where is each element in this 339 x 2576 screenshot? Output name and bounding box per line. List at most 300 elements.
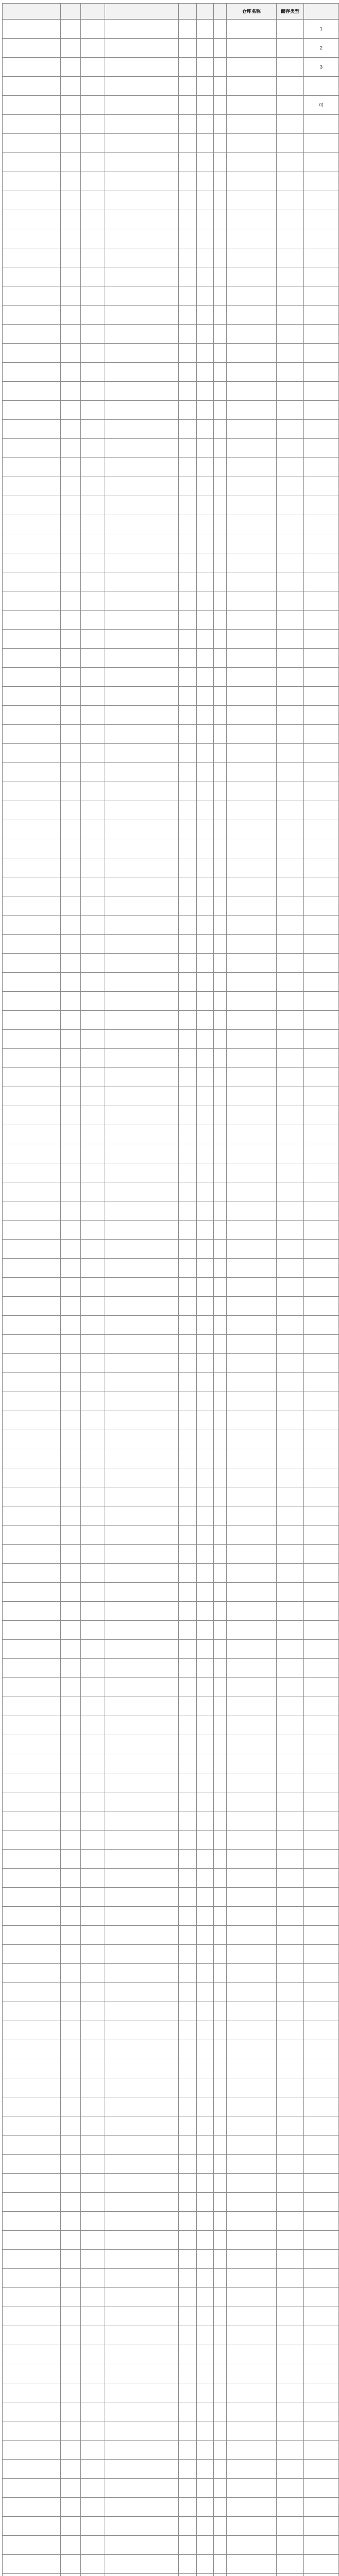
origin-cell	[61, 1144, 81, 1163]
spec-cell	[105, 1964, 179, 1983]
batch-id-cell	[3, 325, 61, 344]
table-row	[3, 1011, 339, 1030]
metric-a-cell	[179, 77, 197, 96]
metric-a-cell	[179, 344, 197, 363]
storage-type-cell	[277, 20, 304, 39]
warehouse-cell	[227, 153, 277, 172]
warehouse-cell	[227, 1716, 277, 1735]
warehouse-cell	[227, 1487, 277, 1506]
metric-b-cell	[197, 1926, 214, 1945]
spec-cell	[105, 439, 179, 458]
batch-id-cell	[3, 1773, 61, 1792]
origin-cell	[61, 58, 81, 77]
spec-cell	[105, 1735, 179, 1754]
origin-cell	[61, 325, 81, 344]
flag-cell	[214, 954, 227, 973]
storage-type-cell	[277, 858, 304, 877]
origin-cell	[61, 2116, 81, 2136]
metric-a-cell	[179, 839, 197, 858]
batch-id-cell	[3, 954, 61, 973]
spec-cell	[105, 477, 179, 496]
table-row	[3, 1335, 339, 1354]
metric-a-cell	[179, 2517, 197, 2536]
origin-cell	[61, 820, 81, 839]
flag-cell	[214, 420, 227, 439]
table-row	[3, 534, 339, 553]
flag-cell	[214, 153, 227, 172]
batch-id-cell	[3, 2460, 61, 2479]
metric-a-cell	[179, 1297, 197, 1316]
warehouse-cell	[227, 2193, 277, 2212]
metric-b-cell	[197, 1697, 214, 1716]
batch-id-cell	[3, 1754, 61, 1773]
metric-b-cell	[197, 439, 214, 458]
table-row	[3, 1068, 339, 1087]
flag-cell	[214, 2116, 227, 2136]
flag-cell	[214, 2383, 227, 2402]
spec-cell	[105, 1316, 179, 1335]
storage-type-cell	[277, 229, 304, 248]
origin-cell	[61, 2040, 81, 2059]
quantity-cell	[81, 2136, 105, 2155]
status-cell	[304, 839, 339, 858]
metric-a-cell	[179, 58, 197, 77]
warehouse-cell	[227, 2536, 277, 2555]
warehouse-cell	[227, 1011, 277, 1030]
batch-id-cell	[3, 1316, 61, 1335]
spec-cell	[105, 2574, 179, 2576]
metric-a-cell	[179, 1106, 197, 1125]
table-row	[3, 1697, 339, 1716]
storage-type-cell	[277, 611, 304, 630]
flag-cell	[214, 1373, 227, 1392]
batch-id-cell	[3, 420, 61, 439]
quantity-cell	[81, 58, 105, 77]
metric-a-cell	[179, 1049, 197, 1068]
warehouse-cell	[227, 1411, 277, 1430]
flag-cell	[214, 2402, 227, 2421]
metric-a-cell	[179, 382, 197, 401]
metric-a-cell	[179, 649, 197, 668]
metric-a-cell	[179, 286, 197, 306]
batch-id-cell	[3, 153, 61, 172]
batch-id-cell	[3, 2040, 61, 2059]
spec-cell	[105, 153, 179, 172]
metric-b-cell	[197, 115, 214, 134]
spec-cell	[105, 1144, 179, 1163]
metric-b-cell	[197, 992, 214, 1011]
metric-b-cell	[197, 1831, 214, 1850]
batch-id-cell	[3, 2002, 61, 2021]
metric-a-cell	[179, 801, 197, 820]
flag-cell	[214, 1201, 227, 1221]
storage-type-cell	[277, 763, 304, 782]
warehouse-cell	[227, 1259, 277, 1278]
origin-cell	[61, 306, 81, 325]
metric-a-cell	[179, 2326, 197, 2345]
spec-cell	[105, 1354, 179, 1373]
status-cell	[304, 801, 339, 820]
batch-id-cell	[3, 2155, 61, 2174]
metric-b-cell	[197, 1087, 214, 1106]
flag-cell	[214, 1602, 227, 1621]
metric-a-cell	[179, 248, 197, 267]
metric-b-cell	[197, 1468, 214, 1487]
batch-id-cell	[3, 382, 61, 401]
quantity-cell	[81, 1011, 105, 1030]
flag-cell	[214, 77, 227, 96]
origin-cell	[61, 1182, 81, 1201]
spec-cell	[105, 877, 179, 896]
metric-a-cell	[179, 572, 197, 591]
origin-cell	[61, 1335, 81, 1354]
spec-cell	[105, 2288, 179, 2307]
spec-cell	[105, 534, 179, 553]
origin-cell	[61, 858, 81, 877]
metric-a-cell	[179, 2402, 197, 2421]
quantity-cell	[81, 591, 105, 611]
status-cell	[304, 553, 339, 572]
warehouse-cell	[227, 1030, 277, 1049]
metric-b-cell	[197, 1354, 214, 1373]
metric-b-cell	[197, 2307, 214, 2326]
status-cell	[304, 1430, 339, 1449]
origin-cell	[61, 1506, 81, 1526]
origin-cell	[61, 2364, 81, 2383]
status-cell	[304, 1888, 339, 1907]
warehouse-cell	[227, 916, 277, 935]
storage-type-cell	[277, 1049, 304, 1068]
batch-id-cell	[3, 896, 61, 916]
table-row	[3, 1468, 339, 1487]
flag-cell	[214, 782, 227, 801]
spec-cell	[105, 134, 179, 153]
origin-cell	[61, 2078, 81, 2097]
status-cell	[304, 1144, 339, 1163]
metric-a-cell	[179, 496, 197, 515]
table-row	[3, 1411, 339, 1430]
origin-cell	[61, 1545, 81, 1564]
flag-cell	[214, 458, 227, 477]
warehouse-cell	[227, 267, 277, 286]
warehouse-cell	[227, 877, 277, 896]
metric-a-cell	[179, 1163, 197, 1182]
warehouse-cell	[227, 1449, 277, 1468]
spec-cell	[105, 496, 179, 515]
metric-b-cell	[197, 1106, 214, 1125]
metric-a-cell	[179, 630, 197, 649]
storage-type-cell	[277, 2288, 304, 2307]
spec-cell	[105, 1163, 179, 1182]
quantity-cell	[81, 2193, 105, 2212]
status-cell	[304, 2269, 339, 2288]
quantity-cell	[81, 439, 105, 458]
metric-a-cell	[179, 1621, 197, 1640]
storage-type-cell	[277, 2479, 304, 2498]
table-row	[3, 1583, 339, 1602]
batch-id-cell	[3, 2536, 61, 2555]
metric-a-cell	[179, 210, 197, 229]
status-cell	[304, 2307, 339, 2326]
spec-cell	[105, 1449, 179, 1468]
storage-type-cell	[277, 1297, 304, 1316]
warehouse-cell	[227, 2345, 277, 2364]
metric-a-cell	[179, 1640, 197, 1659]
metric-a-cell	[179, 306, 197, 325]
storage-type-cell	[277, 134, 304, 153]
quantity-cell	[81, 1259, 105, 1278]
flag-cell	[214, 515, 227, 534]
status-cell	[304, 1182, 339, 1201]
spec-cell	[105, 1201, 179, 1221]
flag-cell	[214, 286, 227, 306]
flag-cell	[214, 2269, 227, 2288]
flag-cell	[214, 2555, 227, 2574]
flag-cell	[214, 1144, 227, 1163]
flag-cell	[214, 725, 227, 744]
spec-cell	[105, 115, 179, 134]
quantity-cell	[81, 2269, 105, 2288]
batch-id-cell	[3, 2441, 61, 2460]
spec-cell	[105, 706, 179, 725]
origin-cell	[61, 2212, 81, 2231]
warehouse-cell	[227, 973, 277, 992]
warehouse-cell	[227, 401, 277, 420]
spec-cell	[105, 1335, 179, 1354]
flag-cell	[214, 1735, 227, 1754]
quantity-cell	[81, 935, 105, 954]
origin-cell	[61, 286, 81, 306]
storage-type-cell	[277, 1430, 304, 1449]
storage-type-cell	[277, 782, 304, 801]
flag-cell	[214, 1754, 227, 1773]
quantity-cell	[81, 1163, 105, 1182]
metric-b-cell	[197, 1430, 214, 1449]
quantity-cell	[81, 973, 105, 992]
storage-type-cell	[277, 1926, 304, 1945]
warehouse-cell	[227, 1430, 277, 1449]
flag-cell	[214, 2250, 227, 2269]
status-cell	[304, 1240, 339, 1259]
status-cell	[304, 1831, 339, 1850]
flag-cell	[214, 1850, 227, 1869]
storage-type-cell	[277, 973, 304, 992]
warehouse-cell	[227, 1373, 277, 1392]
warehouse-cell	[227, 896, 277, 916]
storage-type-cell	[277, 935, 304, 954]
flag-cell	[214, 1945, 227, 1964]
storage-type-cell	[277, 1640, 304, 1659]
flag-cell	[214, 1678, 227, 1697]
batch-id-cell	[3, 1011, 61, 1030]
table-row	[3, 420, 339, 439]
quantity-cell	[81, 1564, 105, 1583]
origin-cell	[61, 992, 81, 1011]
flag-cell	[214, 1640, 227, 1659]
flag-cell	[214, 2441, 227, 2460]
metric-a-cell	[179, 1983, 197, 2002]
status-cell	[304, 1621, 339, 1640]
status-cell	[304, 1735, 339, 1754]
origin-cell	[61, 1792, 81, 1811]
flag-cell	[214, 2307, 227, 2326]
origin-cell	[61, 2536, 81, 2555]
metric-a-cell	[179, 229, 197, 248]
storage-type-cell	[277, 2269, 304, 2288]
table-row	[3, 630, 339, 649]
batch-id-cell	[3, 2021, 61, 2040]
batch-id-cell	[3, 1068, 61, 1087]
warehouse-cell	[227, 572, 277, 591]
origin-cell	[61, 1030, 81, 1049]
warehouse-cell	[227, 1926, 277, 1945]
table-row	[3, 1564, 339, 1583]
quantity-cell	[81, 1716, 105, 1735]
table-row	[3, 96, 339, 115]
storage-type-cell	[277, 401, 304, 420]
table-row	[3, 1049, 339, 1068]
table-row	[3, 1182, 339, 1201]
table-row	[3, 1354, 339, 1373]
metric-b-cell	[197, 382, 214, 401]
quantity-cell	[81, 2574, 105, 2576]
warehouse-cell	[227, 1087, 277, 1106]
storage-type-cell	[277, 172, 304, 191]
origin-cell	[61, 2097, 81, 2116]
status-cell	[304, 401, 339, 420]
batch-id-cell	[3, 306, 61, 325]
origin-cell	[61, 591, 81, 611]
table-row	[3, 2193, 339, 2212]
origin-cell	[61, 496, 81, 515]
quantity-cell	[81, 801, 105, 820]
quantity-cell	[81, 611, 105, 630]
warehouse-cell	[227, 1526, 277, 1545]
metric-b-cell	[197, 2402, 214, 2421]
warehouse-cell	[227, 687, 277, 706]
status-cell	[304, 2078, 339, 2097]
storage-type-cell	[277, 2421, 304, 2441]
batch-id-cell	[3, 134, 61, 153]
warehouse-cell	[227, 382, 277, 401]
metric-b-cell	[197, 973, 214, 992]
spec-cell	[105, 2498, 179, 2517]
status-cell	[304, 153, 339, 172]
status-cell	[304, 706, 339, 725]
storage-type-cell	[277, 2555, 304, 2574]
warehouse-cell	[227, 1163, 277, 1182]
spec-cell	[105, 630, 179, 649]
batch-id-cell	[3, 572, 61, 591]
table-row	[3, 782, 339, 801]
status-cell	[304, 1583, 339, 1602]
quantity-cell	[81, 1831, 105, 1850]
storage-type-cell	[277, 2345, 304, 2364]
quantity-cell	[81, 115, 105, 134]
batch-id-cell	[3, 1907, 61, 1926]
flag-cell	[214, 1811, 227, 1831]
metric-a-cell	[179, 1240, 197, 1259]
table-row	[3, 1506, 339, 1526]
warehouse-cell	[227, 420, 277, 439]
status-cell	[304, 1221, 339, 1240]
spec-cell	[105, 325, 179, 344]
flag-cell	[214, 96, 227, 115]
flag-cell	[214, 649, 227, 668]
metric-b-cell	[197, 1278, 214, 1297]
storage-type-cell	[277, 2498, 304, 2517]
batch-id-cell	[3, 1545, 61, 1564]
origin-cell	[61, 2002, 81, 2021]
table-row	[3, 1945, 339, 1964]
batch-id-cell	[3, 1087, 61, 1106]
status-cell	[304, 2383, 339, 2402]
quantity-cell	[81, 1678, 105, 1697]
batch-id-cell	[3, 1297, 61, 1316]
storage-type-cell	[277, 1602, 304, 1621]
quantity-cell	[81, 1106, 105, 1125]
table-row	[3, 2479, 339, 2498]
flag-cell	[214, 1926, 227, 1945]
metric-a-cell	[179, 2212, 197, 2231]
status-cell	[304, 1335, 339, 1354]
metric-b-cell	[197, 896, 214, 916]
quantity-cell	[81, 1373, 105, 1392]
batch-id-cell	[3, 1487, 61, 1506]
batch-id-cell	[3, 725, 61, 744]
quantity-cell	[81, 1926, 105, 1945]
metric-b-cell	[197, 2383, 214, 2402]
batch-id-cell	[3, 1811, 61, 1831]
batch-id-cell	[3, 2345, 61, 2364]
metric-a-cell	[179, 2021, 197, 2040]
status-cell	[304, 496, 339, 515]
metric-a-cell	[179, 1716, 197, 1735]
metric-b-cell	[197, 2498, 214, 2517]
metric-b-cell	[197, 2021, 214, 2040]
quantity-cell	[81, 496, 105, 515]
quantity-cell	[81, 229, 105, 248]
table-row	[3, 286, 339, 306]
batch-id-cell	[3, 1278, 61, 1297]
quantity-cell	[81, 344, 105, 363]
storage-type-cell	[277, 2231, 304, 2250]
batch-id-cell	[3, 1926, 61, 1945]
status-cell	[304, 1392, 339, 1411]
flag-cell	[214, 820, 227, 839]
warehouse-cell	[227, 1640, 277, 1659]
storage-type-cell	[277, 2116, 304, 2136]
spec-cell	[105, 39, 179, 58]
storage-type-cell	[277, 477, 304, 496]
spec-cell	[105, 2383, 179, 2402]
spec-cell	[105, 973, 179, 992]
batch-id-cell	[3, 1468, 61, 1487]
origin-cell	[61, 134, 81, 153]
origin-cell	[61, 1964, 81, 1983]
status-cell	[304, 1449, 339, 1468]
spec-cell	[105, 591, 179, 611]
metric-b-cell	[197, 2212, 214, 2231]
origin-cell	[61, 2231, 81, 2250]
storage-type-cell	[277, 248, 304, 267]
origin-cell	[61, 191, 81, 210]
metric-b-cell	[197, 496, 214, 515]
spec-cell	[105, 1640, 179, 1659]
metric-b-cell	[197, 687, 214, 706]
warehouse-cell	[227, 1850, 277, 1869]
status-cell	[304, 954, 339, 973]
